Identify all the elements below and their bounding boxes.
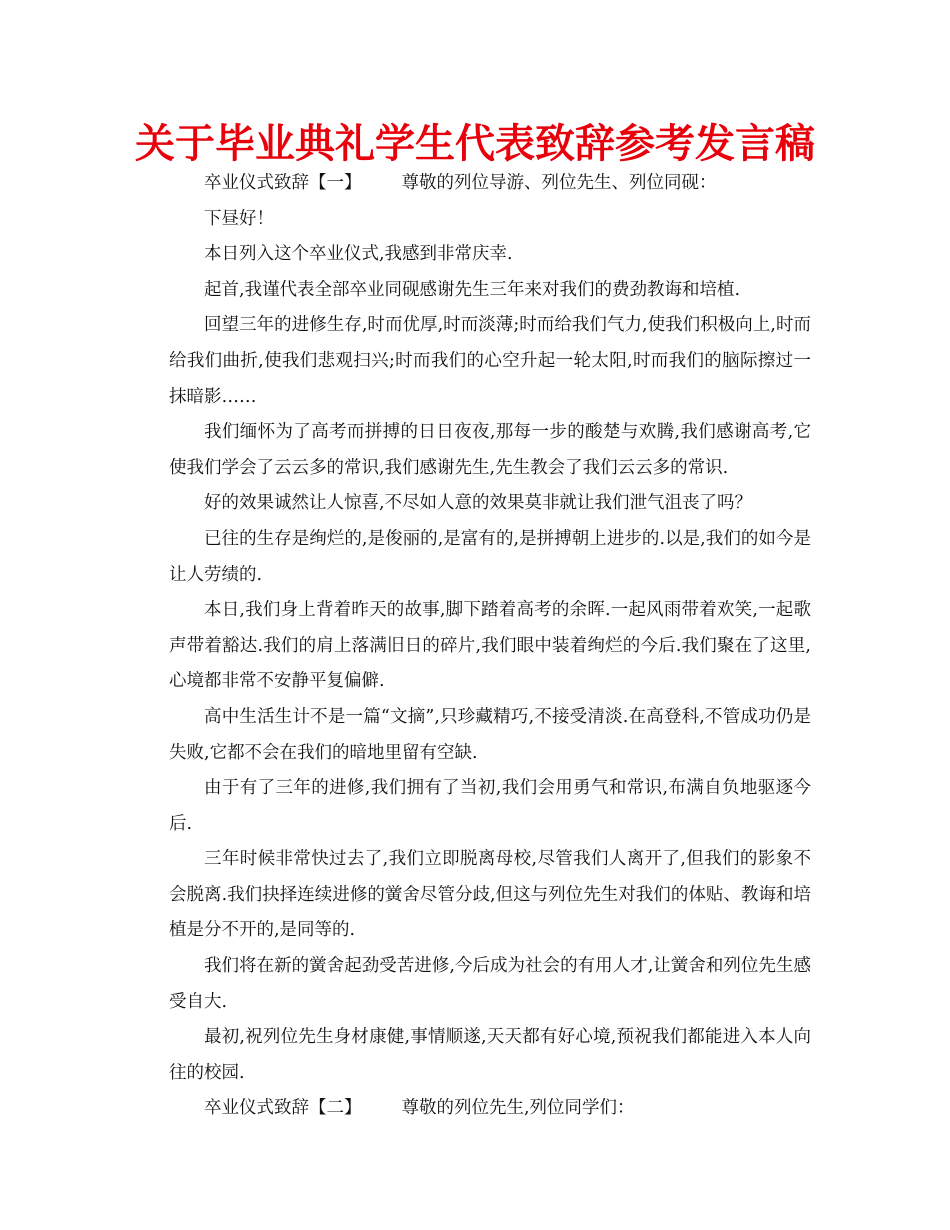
paragraph: 高中生活生计不是一篇“文摘”,只珍藏精巧,不接受清淡.在高登科,不管成功仍是失败,它都不会在我们的暗地里留有空缺. [169,706,811,763]
section-salutation-1: 尊敬的列位导游、列位先生、列位同砚： [401,173,717,193]
paragraph: 最初,祝列位先生身材康健,事情顺遂,天天都有好心境,预祝我们都能进入本人向往的校园. [169,1027,811,1083]
paragraph: 下昼好！ [204,208,274,229]
paragraph: 回望三年的进修生存,时而优厚,时而淡薄;时而给我们气力,使我们积极向上,时而给我们曲折,使我们悲观扫兴;时而我们的心空升起一轮太阳,时而我们的脑际擦过一抹暗影…… [169,315,811,407]
paragraph: 我们缅怀为了高考而拼搏的日日夜夜,那每一步的酸楚与欢腾,我们感谢高考,它使我们学会了云云多的常识,我们感谢先生,先生教会了我们云云多的常识. [169,422,811,478]
section-heading-1 [169,166,811,202]
document-title: 关于毕业典礼学生代表致辞参考发言稿 [135,121,815,167]
paragraph: 起首,我谨代表全部卒业同砚感谢先生三年来对我们的费劲教诲和培植. [204,279,741,300]
section-heading-1-label: 卒业仪式致辞【一】 [204,173,362,193]
paragraph: 好的效果诚然让人惊喜,不尽如人意的效果莫非就让我们泄气沮丧了吗？ [204,493,753,514]
paragraph: 已往的生存是绚烂的,是俊丽的,是富有的,是拼搏朝上进步的.以是,我们的如今是让人劳绩的. [169,528,811,585]
section-heading-2 [169,1091,811,1127]
section-heading-2-label: 卒业仪式致辞【二】 [204,1098,362,1119]
section-salutation-2: 尊敬的列位先生,列位同学们： [401,1098,635,1119]
paragraph: 本日,我们身上背着昨天的故事,脚下踏着高考的余晖.一起风雨带着欢笑,一起歌声带着豁达.我们的肩上落满旧日的碎片,我们眼中装着绚烂的今后.我们聚在了这里,心境都非常不安静平复偏僻. [169,600,811,692]
paragraph: 本日列入这个卒业仪式,我感到非常庆幸. [204,244,513,265]
paragraph: 我们将在新的黉舍起劲受苦进修,今后成为社会的有用人才,让黉舍和列位先生感受自大. [169,956,811,1012]
document-body [169,166,811,1127]
paragraph: 三年时候非常快过去了,我们立即脱离母校,尽管我们人离开了,但我们的影象不会脱离.我们抉择连续进修的黉舍尽管分歧,但这与列位先生对我们的体贴、教诲和培植是分不开的,是同等的. [169,849,811,941]
paragraph: 由于有了三年的进修,我们拥有了当初,我们会用勇气和常识,布满自负地驱逐今后. [169,778,811,834]
